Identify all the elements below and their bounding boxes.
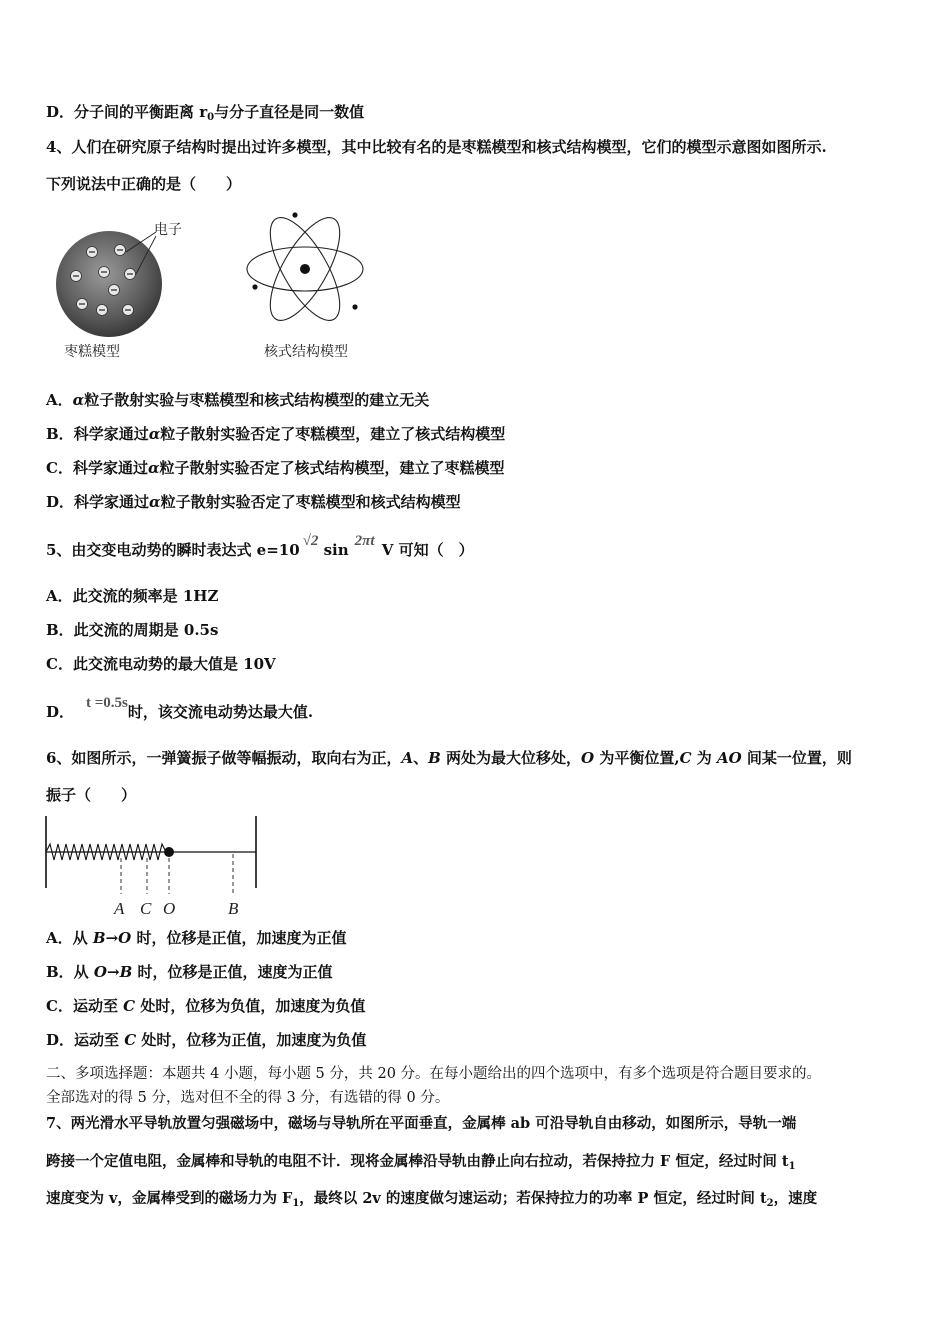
point-b-label: B: [228, 899, 239, 918]
q5-option-a: A．此交流的频率是 1HZ: [46, 587, 219, 605]
plum-pudding-caption: 枣糕模型: [64, 344, 120, 360]
electron-label: 电子: [154, 222, 182, 238]
point-o-label: O: [163, 899, 176, 918]
q7-line2: 跨接一个定值电阻，金属棒和导轨的电阻不计．现将金属棒沿导轨由静止向右拉动，若保持拉力 F 恒定，经过时间 $t_1$: [46, 1153, 796, 1172]
q6-option-a: A．从 B→O 时，位移是正值，加速度为正值: [46, 929, 347, 947]
q3-option-d: D．分子间的平衡距离 $r_0$与分子直径是同一数值: [46, 103, 365, 123]
q5-option-c: C．此交流电动势的最大值是 10V: [46, 655, 276, 673]
q4-option-d: D．科学家通过α粒子散射实验否定了枣糕模型和核式结构模型: [46, 493, 461, 511]
q4-option-c: C．科学家通过α粒子散射实验否定了核式结构模型，建立了枣糕模型: [46, 459, 505, 477]
q4-stem-line2: 下列说法中正确的是（ ）: [46, 175, 242, 193]
point-a-label: A: [114, 899, 125, 918]
point-c-label: C: [140, 899, 152, 918]
q7-line3: 速度变为 v，金属棒受到的磁场力为 $F_1$，最终以 2v 的速度做匀速运动；若保持拉力的功率 P 恒定，经过时间 $t_2$，速度: [46, 1190, 818, 1209]
q6-option-b: B．从 O→B 时，位移是正值，速度为正值: [46, 963, 333, 981]
q4-stem-line1: 4、人们在研究原子结构时提出过许多模型，其中比较有名的是枣糕模型和核式结构模型，它们的模型示意图如图所示.: [46, 138, 827, 156]
spring-oscillator-figure: [40, 812, 265, 896]
section2-line2: 全部选对的得 5 分，选对但不全的得 3 分，有选错的得 0 分。: [46, 1090, 450, 1106]
q5-option-d: D． t =0.5s时，该交流电动势达最大值.: [46, 695, 314, 721]
q4-option-b: B．科学家通过α粒子散射实验否定了枣糕模型，建立了核式结构模型: [46, 425, 506, 443]
q6-stem-line2: 振子（ ）: [46, 786, 137, 804]
q7-line1: 7、两光滑水平导轨放置匀强磁场中，磁场与导轨所在平面垂直，金属棒 ab 可沿导轨自由移动，如图所示，导轨一端: [46, 1115, 797, 1132]
q4-option-a: A．α粒子散射实验与枣糕模型和核式结构模型的建立无关: [46, 391, 430, 409]
q5-option-b: B．此交流的周期是 0.5s: [46, 621, 219, 639]
nuclear-model-figure: [245, 205, 370, 337]
nuclear-model-caption: 核式结构模型: [264, 344, 348, 360]
q6-option-d: D．运动至 C 处时，位移为正值，加速度为负值: [46, 1031, 367, 1049]
q6-option-c: C．运动至 C 处时，位移为负值，加速度为负值: [46, 997, 366, 1015]
q5-stem: 5、由交变电动势的瞬时表达式 e=10 √2 sin 2πt V 可知（ ）: [46, 533, 474, 559]
q6-stem-line1: 6、如图所示，一弹簧振子做等幅振动，取向右为正，A、B 两处为最大位移处，O 为平衡位置,C 为 AO 间某一位置，则: [46, 749, 852, 767]
section2-line1: 二、多项选择题：本题共 4 小题，每小题 5 分，共 20 分。在每小题给出的四个选项中，有多个选项是符合题目要求的。: [46, 1066, 822, 1082]
